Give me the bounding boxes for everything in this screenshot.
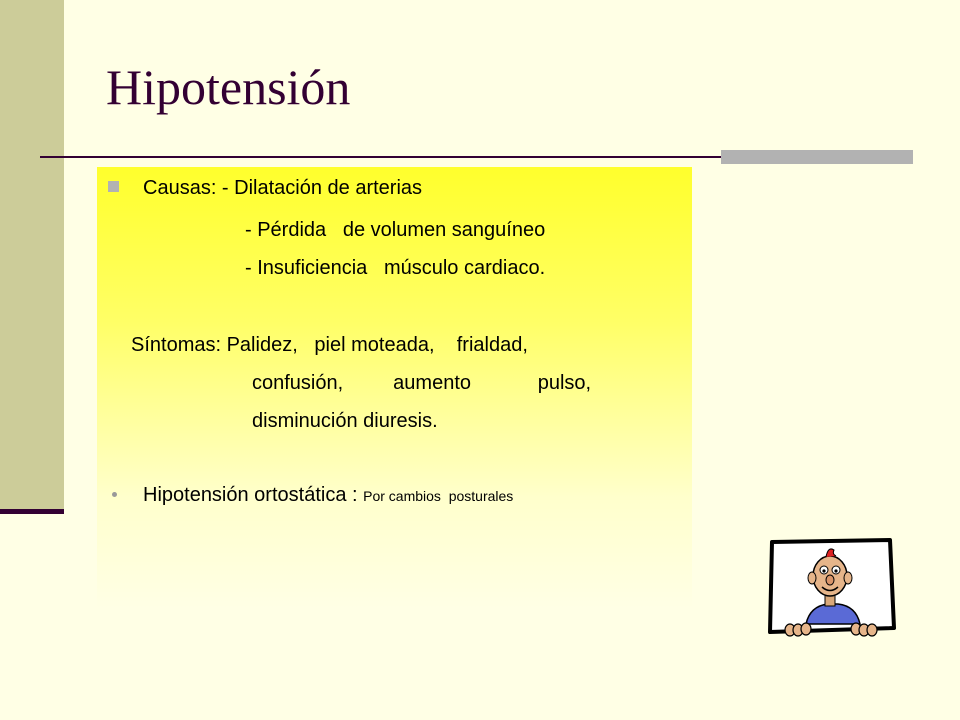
title-underline-accent: [721, 150, 913, 164]
left-decorative-band: [0, 0, 64, 512]
square-bullet-icon: [108, 181, 119, 192]
sintomas-line-3: disminución diuresis.: [252, 410, 438, 432]
ortostatica-line: [143, 484, 513, 507]
causas-line-2: - Pérdida de volumen sanguíneo: [245, 219, 546, 241]
causas-line-3: - Insuficiencia músculo cardiaco.: [245, 257, 546, 279]
left-accent-bar: [0, 509, 64, 514]
ortostatica-detail: Por cambios posturales: [363, 488, 514, 504]
dot-bullet-icon: [112, 492, 117, 497]
slide-title: Hipotensión: [106, 59, 351, 115]
sintomas-line-2: confusión, aumento pulso,: [252, 372, 592, 394]
causas-line-1: Causas: - Dilatación de arterias: [143, 177, 423, 199]
man-holding-sign-icon: [766, 536, 896, 644]
sintomas-line-1: Síntomas: Palidez, piel moteada, frialdad,: [131, 334, 528, 356]
ortostatica-label: Hipotensión ortostática :: [143, 484, 364, 506]
